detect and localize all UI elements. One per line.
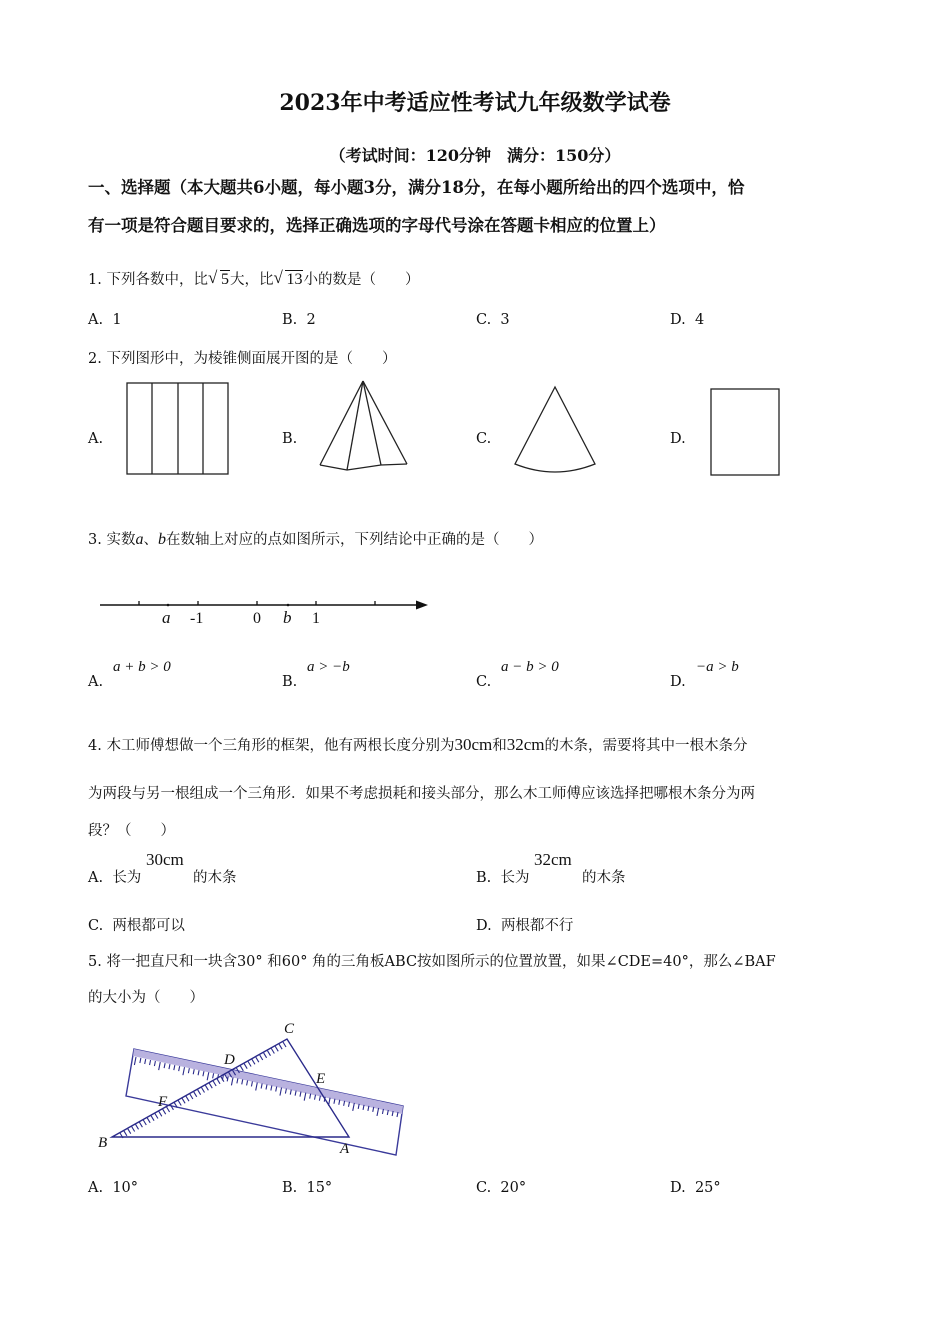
ruler-tick (179, 1066, 180, 1071)
option-letter: B. (282, 1180, 298, 1196)
triangle-tick (136, 1124, 139, 1129)
ruler-tick (207, 1072, 209, 1080)
ruler-tick (174, 1065, 175, 1070)
triangle-tick (275, 1046, 278, 1051)
triangle-tick (182, 1098, 185, 1103)
label-d: D (224, 1052, 235, 1068)
q5-option-b[interactable] (282, 1180, 332, 1196)
ruler (126, 1049, 403, 1155)
triangle-tick (244, 1064, 247, 1069)
q1-mid: 大，比 (229, 272, 274, 288)
triangle-tick (213, 1081, 216, 1086)
triangle-tick (198, 1090, 201, 1095)
section1-heading-line2: 有一项是符合题目要求的，选择正确选项的字母代号涂在答题卡相应的位置上） (88, 216, 666, 235)
ruler-tick (150, 1060, 151, 1065)
option-letter: D. (670, 312, 686, 328)
triangle-tick (128, 1129, 131, 1134)
exam-title: 2023年中考适应性考试九年级数学试卷 (279, 90, 671, 116)
option-text: 4 (694, 312, 705, 328)
triangle-tick (209, 1083, 212, 1088)
ruler-tick (237, 1078, 238, 1083)
triangle-tick (178, 1101, 181, 1106)
ruler-tick (134, 1057, 136, 1065)
ruler-tick (231, 1077, 233, 1085)
triangle-tick (186, 1096, 189, 1101)
ruler-tick (334, 1099, 335, 1104)
var-a: a (135, 531, 144, 548)
ruler-tick (193, 1069, 194, 1074)
triangle-tick (194, 1092, 197, 1097)
triangle-tick (217, 1079, 220, 1084)
q5-option-a[interactable] (88, 1180, 138, 1196)
option-text: 3 (500, 312, 510, 328)
triangle-tick (271, 1049, 274, 1054)
q5-option-d[interactable] (670, 1180, 721, 1196)
axis-label-one: 1 (312, 610, 320, 627)
q4-len2: 32cm (506, 735, 545, 754)
ruler-tick (295, 1091, 296, 1096)
triangle-tick (252, 1059, 255, 1064)
label-b: B (98, 1135, 108, 1151)
option-letter: A. (88, 1180, 104, 1196)
q3-option-a-letter[interactable]: A. (88, 674, 104, 690)
label-f: F (158, 1094, 168, 1110)
q4-line2: 为两段与另一根组成一个三角形．如果不考虑损耗和接头部分，那么木工师傅应该选择把哪根木条分为两 (88, 786, 755, 802)
ruler-tick (310, 1094, 311, 1099)
var-b: b (157, 531, 166, 548)
q3-option-c-letter[interactable]: C. (476, 674, 492, 690)
sqrt-13-radicand: 13 (286, 271, 303, 288)
label-e: E (316, 1071, 326, 1087)
q2-stem: 2. 下列图形中，为棱锥侧面展开图的是（ ） (88, 351, 397, 367)
triangle-tick (256, 1057, 259, 1062)
ruler-tick (164, 1063, 165, 1068)
q3-prefix: 3. 实数 (88, 532, 136, 548)
axis-label-b: b (283, 608, 292, 627)
triangle-tick (202, 1088, 205, 1093)
ruler-tick (159, 1062, 161, 1070)
section1-heading-line1: 一、选择题（本大题共6小题，每小题3分，满分18分，在每小题所给出的四个选项中，恰 (88, 178, 745, 197)
ruler-tick (339, 1100, 340, 1105)
ruler-tick (261, 1083, 262, 1088)
q4-line1-prefix: 4. 木工师傅想做一个三角形的框架，他有两根长度分别为 (88, 738, 455, 754)
option-pre: 长为 (500, 870, 530, 886)
option-text: 两根都不行 (500, 918, 574, 934)
option-text: 两根都可以 (112, 918, 185, 934)
ruler-tick (348, 1102, 349, 1107)
ruler-tick (353, 1103, 355, 1111)
axis-label-a: a (162, 608, 171, 627)
ruler-tick (344, 1101, 345, 1106)
option-letter: A. (88, 312, 104, 328)
axis-label-zero: 0 (253, 610, 261, 627)
triangle-tick (205, 1085, 208, 1090)
sqrt-5-radicand: 5 (220, 271, 229, 288)
q3-sep: 、 (143, 532, 158, 548)
ruler-tick (169, 1064, 170, 1069)
q2-option-d-letter[interactable]: D. (670, 431, 686, 447)
ruler-tick (300, 1092, 301, 1097)
q3-option-b-letter[interactable]: B. (282, 674, 298, 690)
option-text: 15° (306, 1180, 333, 1196)
ruler-tick (154, 1061, 155, 1066)
ruler-tick (315, 1095, 316, 1100)
ruler-tick (304, 1093, 306, 1101)
label-a: A (340, 1141, 350, 1157)
ruler-tick (213, 1073, 214, 1078)
triangle-tick (132, 1127, 135, 1132)
triangle-tick (159, 1111, 162, 1116)
ruler-tick (319, 1096, 320, 1101)
option-text: 20° (500, 1180, 527, 1196)
triangle-tick (283, 1042, 286, 1047)
q3-option-c-expr: a − b > 0 (501, 659, 559, 675)
sqrt-13: √ 13 (273, 268, 303, 288)
q4-option-b-post: 的木条 (582, 870, 626, 886)
ruler-tick (145, 1059, 146, 1064)
ruler-tick (188, 1068, 189, 1073)
option-text: 2 (306, 312, 316, 328)
triangle-tick (147, 1118, 150, 1123)
ruler-tick (358, 1104, 359, 1109)
option-letter: D. (476, 918, 492, 934)
ruler-tick (183, 1067, 185, 1075)
ruler-tick (285, 1089, 286, 1094)
q5-line2: 的大小为（ ） (88, 990, 204, 1006)
axis-label-neg1: -1 (190, 610, 204, 627)
q3-option-a-expr: a + b > 0 (113, 659, 171, 675)
ruler-tick (266, 1085, 267, 1090)
triangle-tick (248, 1062, 251, 1067)
q3-option-d-letter[interactable]: D. (670, 674, 686, 690)
q5-line1: 5. 将一把直尺和一块含30° 和60° 角的三角板ABC按如图所示的位置放置，如果∠CDE=40°，那么∠BAF (88, 954, 776, 970)
triangle-tick (267, 1051, 270, 1056)
option-letter: C. (88, 918, 104, 934)
label-c: C (284, 1021, 295, 1037)
ruler-tick (256, 1082, 258, 1090)
ruler-tick (276, 1087, 277, 1092)
triangle-tick (155, 1114, 158, 1119)
option-letter: C. (476, 1180, 492, 1196)
sqrt-5: √ 5 (207, 268, 229, 288)
option-letter: B. (476, 870, 492, 886)
q1-suffix: 小的数是（ ） (303, 272, 420, 288)
q4-line3: 段？（ ） (88, 823, 175, 839)
q4-option-b-length: 32cm (534, 850, 572, 869)
q1-prefix: 1. 下列各数中，比 (88, 272, 208, 288)
ruler-tick (377, 1108, 379, 1116)
ruler-tick (242, 1079, 243, 1084)
q3-option-b-expr: a > −b (307, 659, 350, 675)
ruler-tick (198, 1070, 199, 1075)
q3-option-d-expr: −a > b (696, 659, 739, 675)
triangle-tick (151, 1116, 154, 1121)
q2-option-b-letter[interactable]: B. (282, 431, 298, 447)
ruler-tick (247, 1080, 248, 1085)
ruler-tick (271, 1086, 272, 1091)
q4-option-a-length: 30cm (146, 850, 184, 869)
triangle-tick (143, 1120, 146, 1125)
option-letter: C. (476, 312, 492, 328)
q4-option-a-post: 的木条 (193, 870, 237, 886)
ruler-tick (203, 1071, 204, 1076)
triangle-tick (139, 1122, 142, 1127)
q4-and: 和 (492, 738, 507, 754)
ruler-tick (280, 1088, 282, 1096)
triangle-tick (279, 1044, 282, 1049)
triangle-tick (190, 1094, 193, 1099)
triangle-tick (260, 1055, 263, 1060)
ruler-tick (140, 1058, 141, 1063)
exam-subtitle: （考试时间：120分钟 满分：150分） (329, 146, 621, 165)
q2-option-c-letter[interactable]: C. (476, 431, 492, 447)
triangle-tick (240, 1066, 243, 1071)
q4-len1: 30cm (454, 735, 493, 754)
ruler-tick (251, 1081, 252, 1086)
q4-line1-suffix: 的木条，需要将其中一根木条分 (544, 738, 748, 754)
triangle-tick (124, 1131, 127, 1136)
option-letter: A. (88, 870, 104, 886)
option-pre: 长为 (112, 870, 142, 886)
triangle-tick (264, 1053, 267, 1058)
option-letter: B. (282, 312, 298, 328)
q3-suffix: 在数轴上对应的点如图所示，下列结论中正确的是（ ） (165, 532, 543, 548)
q2-option-a-letter[interactable]: A. (88, 431, 104, 447)
q5-option-c[interactable] (476, 1180, 526, 1196)
option-text: 25° (694, 1180, 721, 1196)
option-letter: D. (670, 1180, 686, 1196)
option-text: 10° (112, 1180, 139, 1196)
option-text: 1 (112, 312, 122, 328)
ruler-tick (290, 1090, 291, 1095)
